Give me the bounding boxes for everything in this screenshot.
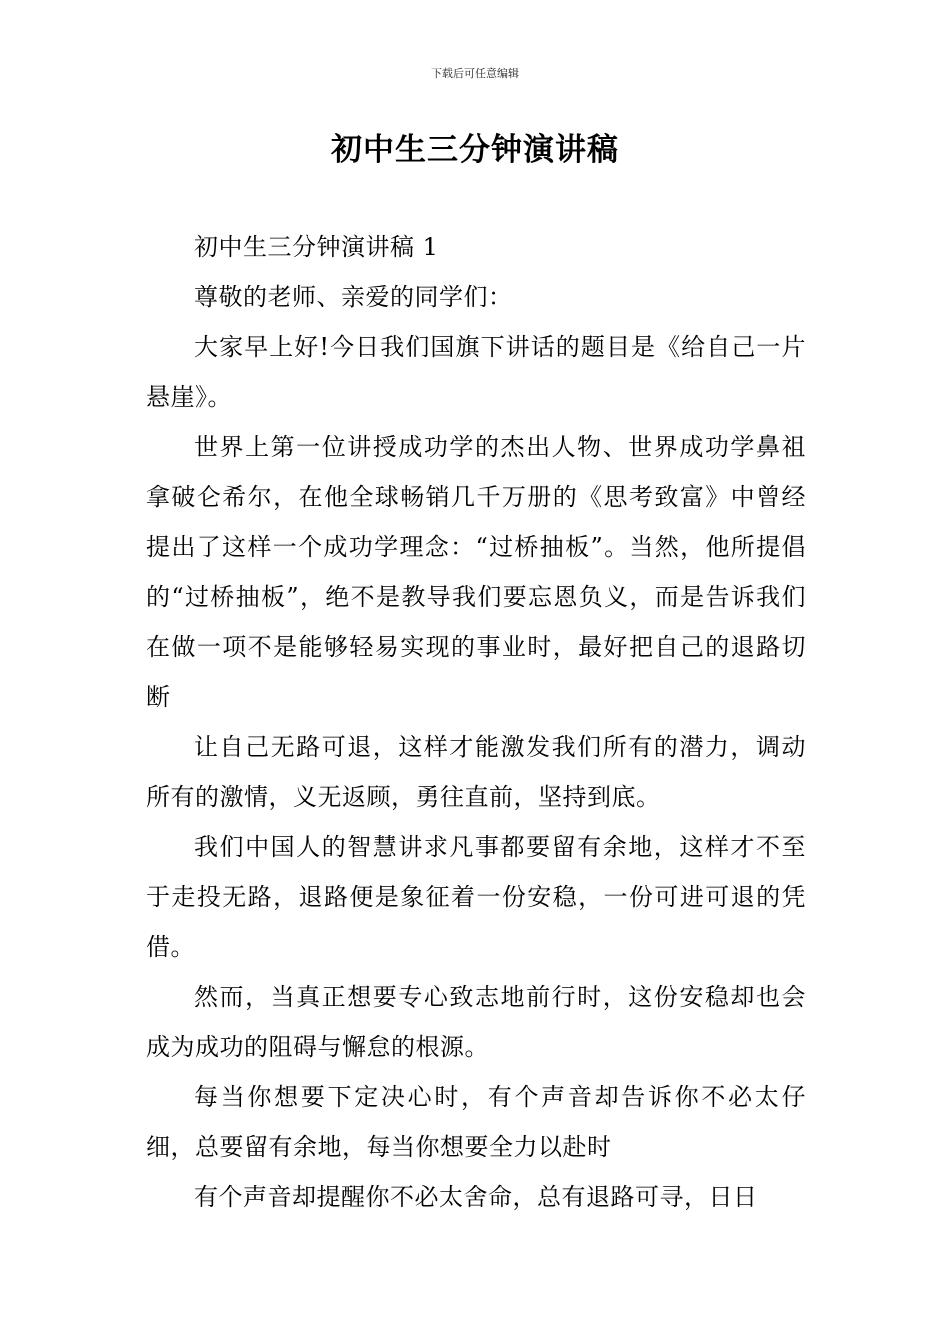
document-body [146,222,806,1222]
paragraph: 大家早上好!今日我们国旗下讲话的题目是《给自己一片悬崖》。 [146,333,806,411]
paragraph: 让自己无路可退，这样才能激发我们所有的潜力，调动所有的激情，义无返顾，勇往直前，坚持到底。 [146,733,806,811]
paragraph: 我们中国人的智慧讲求凡事都要留有余地，这样才不至于走投无路，退路便是象征着一份安稳，一份可进可退的凭借。 [146,833,806,961]
paragraph: 有个声音却提醒你不必太舍命，总有退路可寻，日日 [194,1183,758,1211]
paragraph-salutation: 尊敬的老师、亲爱的同学们： [194,283,513,311]
paragraph: 每当你想要下定决心时，有个声音却告诉你不必太仔细，总要留有余地，每当你想要全力以赴时 [146,1083,806,1161]
paragraph-subtitle: 初中生三分钟演讲稿 1 [194,233,439,261]
document-title: 初中生三分钟演讲稿 [331,132,619,168]
header-note: 下载后可任意编辑 [431,67,519,80]
paragraph: 世界上第一位讲授成功学的杰出人物、世界成功学鼻祖拿破仑希尔，在他全球畅销几千万册的《思考致富》中曾经提出了这样一个成功学理念：“过桥抽板”。当然，他所提倡的“过桥抽板”，绝不是教导我们要忘恩负义，而是告诉我们在做一项不是能够轻易实现的事业时，最好把自己的退路切断 [146,433,806,711]
paragraph: 然而，当真正想要专心致志地前行时，这份安稳却也会成为成功的阻碍与懈怠的根源。 [146,983,806,1061]
